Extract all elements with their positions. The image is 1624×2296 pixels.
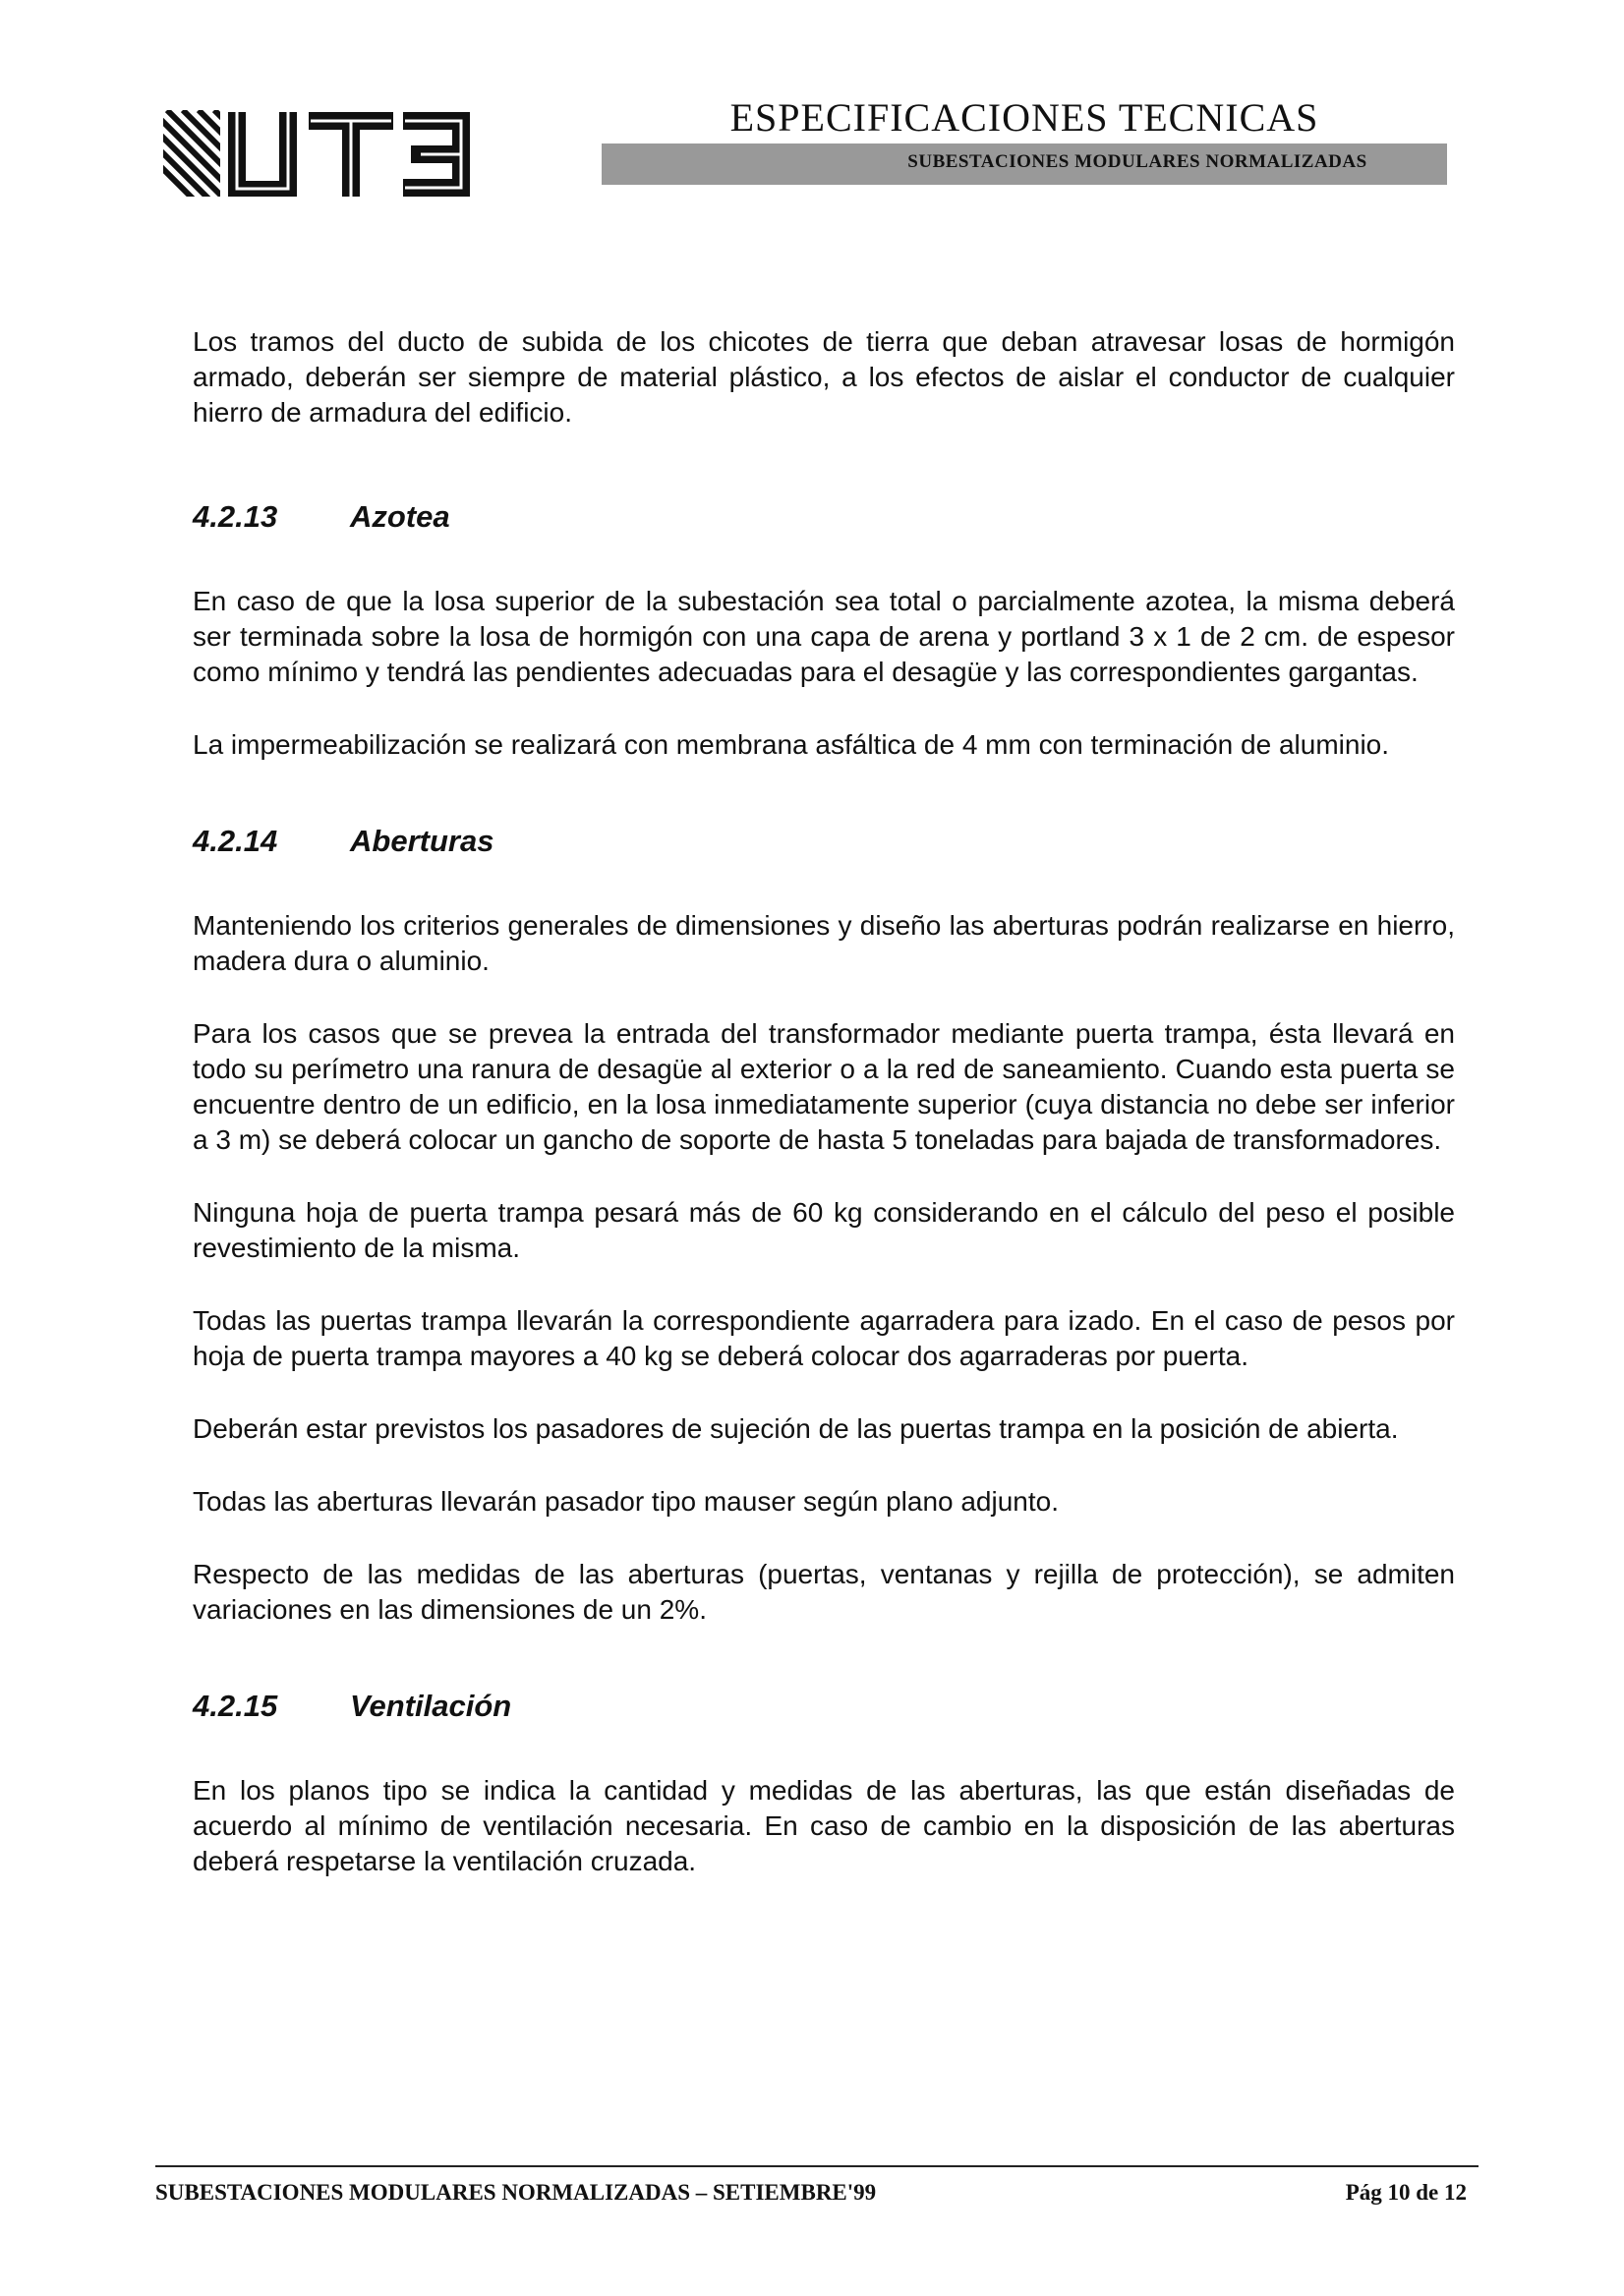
section-number: 4.2.15 bbox=[193, 1689, 278, 1723]
section-number: 4.2.13 bbox=[193, 499, 278, 534]
ute-logo bbox=[163, 106, 472, 201]
intro-paragraph: Los tramos del ducto de subida de los chicotes de tierra que deban atravesar losas de hormigón armado, deberán ser siempre de material plástico, a los efectos de aislar el conductor de cualquier hierro de armadura del edificio. bbox=[193, 326, 1455, 428]
paragraph: La impermeabilización se realizará con membrana asfáltica de 4 mm con terminación de aluminio. bbox=[193, 729, 1390, 760]
paragraph: Manteniendo los criterios generales de dimensiones y diseño las aberturas podrán realizarse en hierro, madera dura o aluminio. bbox=[193, 910, 1455, 976]
header-subtitle: SUBESTACIONES MODULARES NORMALIZADAS bbox=[907, 151, 1367, 172]
header-subtitle-bar bbox=[602, 144, 1447, 185]
section-title: Aberturas bbox=[350, 824, 494, 858]
paragraph: En los planos tipo se indica la cantidad y medidas de las aberturas, las que están diseñadas de acuerdo al mínimo de ventilación necesaria. En caso de cambio en la disposición de las aberturas deberá respetarse la ventilación cruzada. bbox=[193, 1775, 1455, 1876]
section-heading bbox=[193, 1689, 1455, 1724]
section-aberturas bbox=[193, 824, 1455, 1628]
section-azotea bbox=[193, 499, 1455, 763]
paragraph: Respecto de las medidas de las aberturas (puertas, ventanas y rejilla de protección), se admiten variaciones en las dimensiones de un 2%. bbox=[193, 1559, 1455, 1625]
footer-document-title: SUBESTACIONES MODULARES NORMALIZADAS – SETIEMBRE'99 bbox=[155, 2180, 877, 2205]
section-heading bbox=[193, 824, 1455, 859]
document-body bbox=[193, 324, 1455, 1879]
section-title: Ventilación bbox=[350, 1689, 512, 1723]
page-number: Pág 10 de 12 bbox=[1345, 2180, 1467, 2205]
section-ventilacion bbox=[193, 1689, 1455, 1879]
ute-logo-graphic bbox=[163, 106, 472, 201]
section-heading bbox=[193, 499, 1455, 535]
section-number: 4.2.14 bbox=[193, 824, 278, 858]
paragraph: Para los casos que se prevea la entrada del transformador mediante puerta trampa, ésta llevará en todo su perímetro una ranura de desagüe al exterior o a la red de saneamiento. Cuando esta puerta se encuentre dentro de un edificio, en la losa inmediatamente superior (cuya distancia no debe ser inferior a 3 m) se deberá colocar un gancho de soporte de hasta 5 toneladas para bajada de transformadores. bbox=[193, 1018, 1455, 1155]
header-title: ESPECIFICACIONES TECNICAS bbox=[729, 95, 1319, 140]
paragraph: Deberán estar previstos los pasadores de sujeción de las puertas trampa en la posición de abierta. bbox=[193, 1413, 1399, 1444]
paragraph: En caso de que la losa superior de la subestación sea total o parcialmente azotea, la misma deberá ser terminada sobre la losa de hormigón con una capa de arena y portland 3 x 1 de 2 cm. de espesor como mínimo y tendrá las pendientes adecuadas para el desagüe y las correspondientes gargantas. bbox=[193, 586, 1455, 687]
paragraph: Todas las aberturas llevarán pasador tipo mauser según plano adjunto. bbox=[193, 1486, 1060, 1517]
section-title: Azotea bbox=[350, 499, 450, 534]
paragraph: Todas las puertas trampa llevarán la correspondiente agarradera para izado. En el caso de pesos por hoja de puerta trampa mayores a 40 kg se deberá colocar dos agarraderas por puerta. bbox=[193, 1305, 1455, 1371]
footer-divider bbox=[155, 2165, 1479, 2167]
paragraph: Ninguna hoja de puerta trampa pesará más de 60 kg considerando en el cálculo del peso el posible revestimiento de la misma. bbox=[193, 1197, 1455, 1263]
